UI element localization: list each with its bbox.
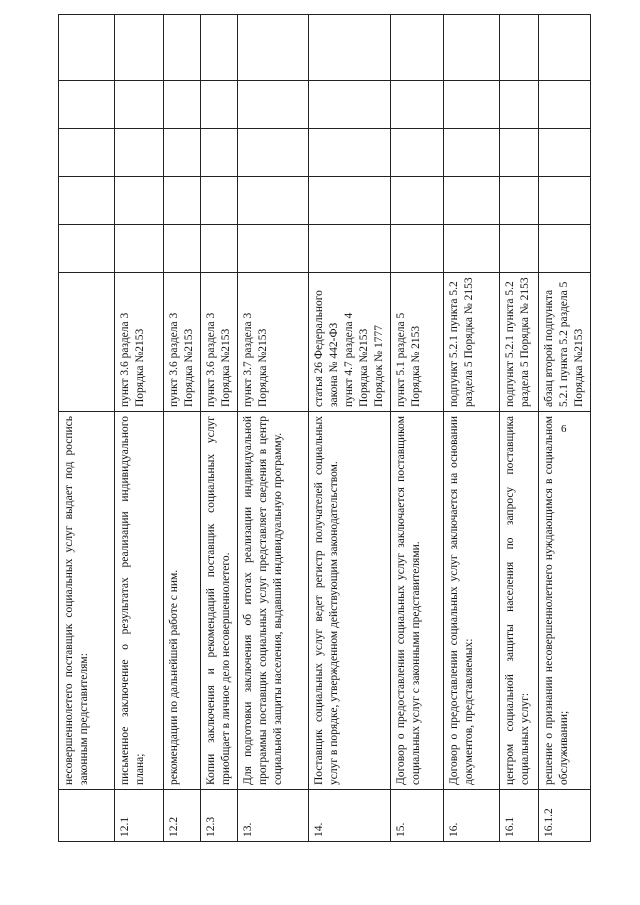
empty-cell bbox=[500, 177, 539, 225]
table-row bbox=[238, 15, 309, 842]
table-row bbox=[115, 15, 164, 842]
table-row bbox=[500, 15, 539, 842]
empty-cell bbox=[391, 81, 444, 129]
row-reference-cell: пункт 5.1 раздела 5 Порядка № 2153 bbox=[391, 273, 444, 412]
row-reference-cell bbox=[59, 273, 115, 412]
row-number-cell: 16. bbox=[444, 790, 500, 842]
empty-cell bbox=[539, 177, 591, 225]
empty-cell bbox=[309, 129, 391, 177]
empty-cell bbox=[59, 81, 115, 129]
empty-cell bbox=[59, 15, 115, 81]
empty-cell bbox=[391, 177, 444, 225]
row-description-cell: Для подготовки заключения об итогах реализации индивидуальной программы поставщик социальных услуг представляет сведения в центр социальной защиты населения, выдавший индивидуальную программу. bbox=[238, 412, 309, 790]
row-number-cell: 16.1.2 bbox=[539, 790, 591, 842]
empty-cell bbox=[391, 225, 444, 273]
page-number: 6 bbox=[561, 423, 567, 435]
row-number-cell: 12.3 bbox=[201, 790, 238, 842]
table-row bbox=[164, 15, 201, 842]
empty-cell bbox=[238, 177, 309, 225]
empty-cell bbox=[444, 129, 500, 177]
empty-cell bbox=[115, 225, 164, 273]
row-description-cell: несовершеннолетего поставщик социальных услуг выдает под роспись законным представителям: bbox=[59, 412, 115, 790]
row-number-cell: 15. bbox=[391, 790, 444, 842]
row-reference-cell: подпункт 5.2.1 пункта 5.2 раздела 5 Порядка № 2153 bbox=[500, 273, 539, 412]
empty-cell bbox=[115, 15, 164, 81]
empty-cell bbox=[201, 225, 238, 273]
table-row bbox=[201, 15, 238, 842]
empty-cell bbox=[539, 225, 591, 273]
empty-cell bbox=[444, 225, 500, 273]
empty-cell bbox=[500, 129, 539, 177]
row-reference-cell: статья 26 Федерального закона № 442-ФЗ пункт 4.7 раздела 4 Порядка №2153 Порядок № 1777 bbox=[309, 273, 391, 412]
empty-cell bbox=[164, 15, 201, 81]
empty-cell bbox=[391, 129, 444, 177]
empty-cell bbox=[539, 15, 591, 81]
empty-cell bbox=[164, 225, 201, 273]
empty-cell bbox=[444, 15, 500, 81]
row-number-cell bbox=[59, 790, 115, 842]
empty-cell bbox=[238, 225, 309, 273]
empty-cell bbox=[444, 81, 500, 129]
row-reference-cell: пункт 3.6 раздела 3 Порядка №2153 bbox=[115, 273, 164, 412]
row-number-cell: 14. bbox=[309, 790, 391, 842]
empty-cell bbox=[115, 81, 164, 129]
table-row bbox=[391, 15, 444, 842]
requirements-table bbox=[58, 14, 591, 842]
row-description-cell: рекомендации по дальнейшей работе с ним. bbox=[164, 412, 201, 790]
row-description-cell: Поставщик социальных услуг ведет регистр получателей социальных услуг в порядке, утвержденном действующим законодательством. bbox=[309, 412, 391, 790]
row-reference-cell: пункт 3.7 раздела 3 Порядка №2153 bbox=[238, 273, 309, 412]
empty-cell bbox=[201, 81, 238, 129]
empty-cell bbox=[164, 177, 201, 225]
empty-cell bbox=[59, 177, 115, 225]
empty-cell bbox=[309, 15, 391, 81]
empty-cell bbox=[238, 15, 309, 81]
empty-cell bbox=[201, 129, 238, 177]
row-description-cell: решение о признании несовершеннолетнего нуждающимся в социальном обслуживании; bbox=[539, 412, 591, 790]
empty-cell bbox=[500, 81, 539, 129]
table-row bbox=[309, 15, 391, 842]
row-reference-cell: пункт 3.6 раздела 3 Порядка №2153 bbox=[201, 273, 238, 412]
empty-cell bbox=[309, 81, 391, 129]
empty-cell bbox=[201, 177, 238, 225]
row-reference-cell: пункт 3.6 раздела 3 Порядка №2153 bbox=[164, 273, 201, 412]
empty-cell bbox=[539, 129, 591, 177]
row-reference-cell: подпункт 5.2.1 пункта 5.2 раздела 5 Порядка № 2153 bbox=[444, 273, 500, 412]
empty-cell bbox=[391, 15, 444, 81]
empty-cell bbox=[500, 15, 539, 81]
table-row bbox=[539, 15, 591, 842]
empty-cell bbox=[309, 177, 391, 225]
empty-cell bbox=[500, 225, 539, 273]
row-description-cell: центром социальной защиты населения по запросу поставщика социальных услуг: bbox=[500, 412, 539, 790]
empty-cell bbox=[164, 81, 201, 129]
row-description-cell: Договор о предоставлении социальных услуг заключается поставщиком социальных услуг с законными представителями. bbox=[391, 412, 444, 790]
rotated-table-wrapper bbox=[58, 15, 585, 842]
empty-cell bbox=[539, 81, 591, 129]
row-number-cell: 12.2 bbox=[164, 790, 201, 842]
table-row bbox=[444, 15, 500, 842]
empty-cell bbox=[115, 129, 164, 177]
empty-cell bbox=[164, 129, 201, 177]
row-reference-cell: абзац второй подпункта 5.2.1 пункта 5.2 раздела 5 Порядка №2153 bbox=[539, 273, 591, 412]
row-description-cell: письменное заключение о результатах реализации индивидуального плана; bbox=[115, 412, 164, 790]
empty-cell bbox=[238, 129, 309, 177]
row-number-cell: 16.1 bbox=[500, 790, 539, 842]
row-number-cell: 12.1 bbox=[115, 790, 164, 842]
empty-cell bbox=[238, 81, 309, 129]
empty-cell bbox=[115, 177, 164, 225]
empty-cell bbox=[59, 129, 115, 177]
empty-cell bbox=[444, 177, 500, 225]
empty-cell bbox=[59, 225, 115, 273]
empty-cell bbox=[309, 225, 391, 273]
row-number-cell: 13. bbox=[238, 790, 309, 842]
row-description-cell: Копии заключения и рекомендаций поставщик социальных услуг приобщает в личное дело несовершеннолетего. bbox=[201, 412, 238, 790]
empty-cell bbox=[201, 15, 238, 81]
table-row bbox=[59, 15, 115, 842]
row-description-cell: Договор о предоставлении социальных услуг заключается на основании документов, представляемых: bbox=[444, 412, 500, 790]
